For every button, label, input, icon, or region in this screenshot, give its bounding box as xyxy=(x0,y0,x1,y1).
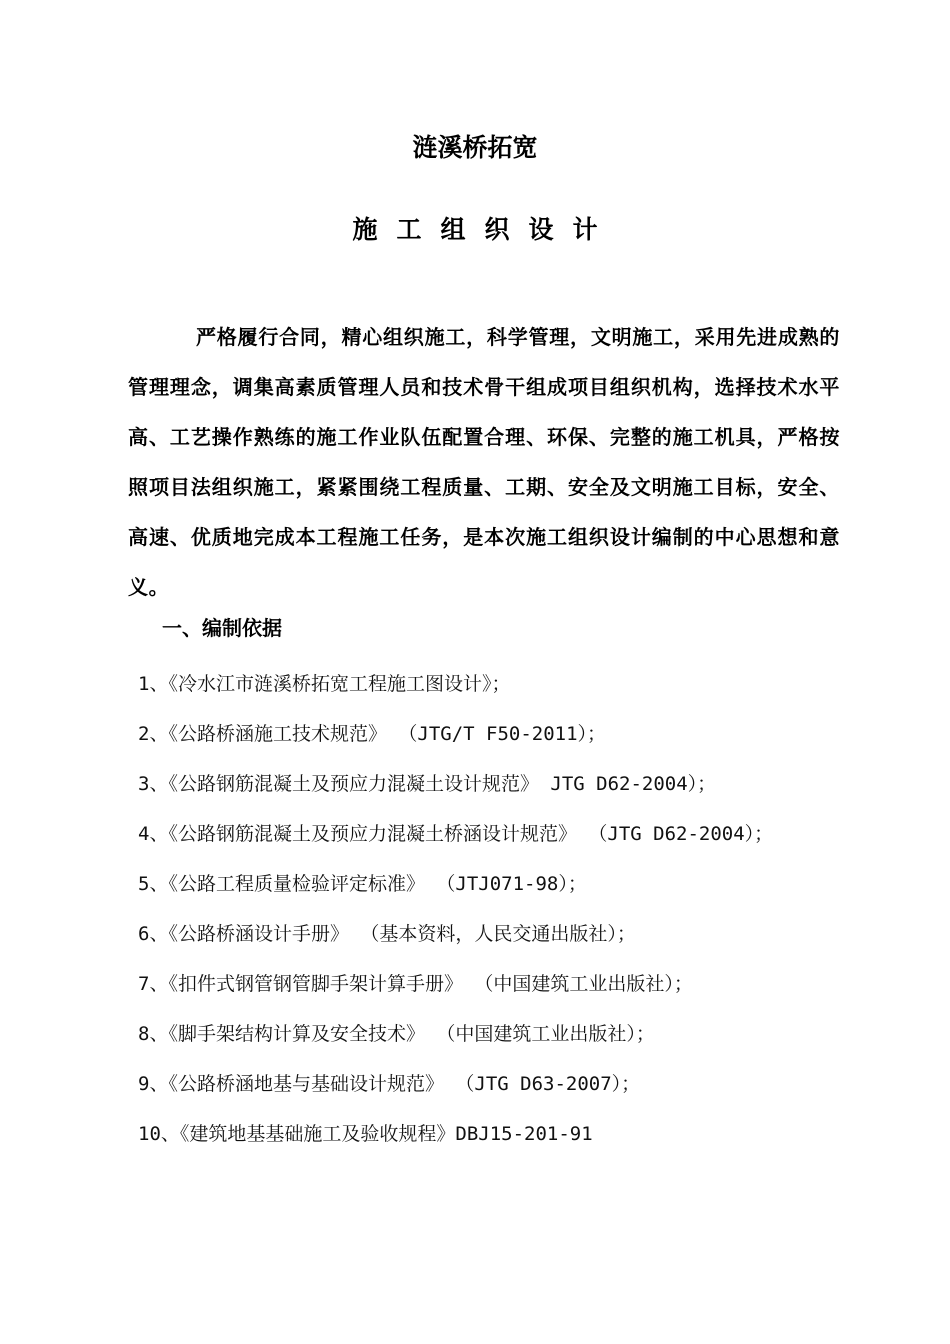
reference-item: 6、《公路桥涵设计手册》 （基本资料，人民交通出版社）； xyxy=(138,923,636,945)
reference-item: 5、《公路工程质量检验评定标准》 （JTJ071-98）； xyxy=(138,873,587,895)
reference-item: 8、《脚手架结构计算及安全技术》 （中国建筑工业出版社）； xyxy=(138,1023,655,1045)
reference-item: 3、《公路钢筋混凝土及预应力混凝土设计规范》 JTG D62-2004）； xyxy=(138,773,717,795)
reference-item: 2、《公路桥涵施工技术规范》 （JTG/T F50-2011）； xyxy=(138,723,607,745)
section-heading: 一、编制依据 xyxy=(162,616,282,640)
reference-item: 9、《公路桥涵地基与基础设计规范》 （JTG D63-2007）； xyxy=(138,1073,641,1095)
reference-item: 7、《扣件式钢管钢管脚手架计算手册》 （中国建筑工业出版社）； xyxy=(138,973,693,995)
reference-list xyxy=(128,659,840,1159)
document-title: 涟溪桥拓宽 xyxy=(412,133,538,162)
document-subtitle: 施工组织设计 xyxy=(352,215,617,244)
reference-item: 4、《公路钢筋混凝土及预应力混凝土桥涵设计规范》 （JTG D62-2004）； xyxy=(138,823,774,845)
intro-paragraph: 严格履行合同，精心组织施工，科学管理，文明施工，采用先进成熟的管理理念，调集高素质管理人员和技术骨干组成项目组织机构，选择技术水平高、工艺操作熟练的施工作业队伍配置合理、环保、完整的施工机具，严格按照项目法组织施工，紧紧围绕工程质量、工期、安全及文明施工目标，安全、高速、优质地完成本工程施工任务，是本次施工组织设计编制的中心思想和意义。 xyxy=(128,325,840,599)
reference-item: 10、《建筑地基基础施工及验收规程》DBJ15-201-91 xyxy=(138,1123,593,1145)
reference-item: 1、《冷水江市涟溪桥拓宽工程施工图设计》； xyxy=(138,673,511,695)
